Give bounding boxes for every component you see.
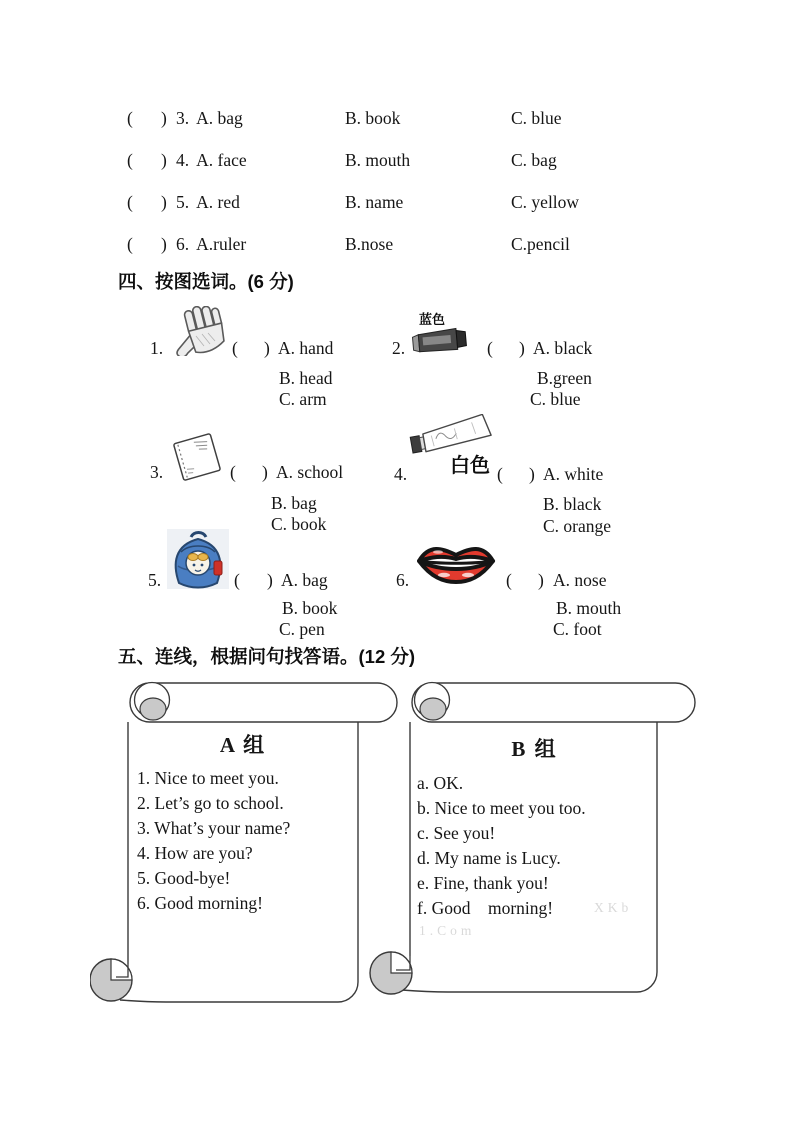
answer-blank-open: ( [487,338,493,358]
answer-blank-close: ) [519,338,525,358]
option-a: A. hand [278,338,334,358]
answer-blank-open: ( [230,462,236,482]
option-a: A. nose [553,570,607,590]
option-b: B.nose [345,234,394,254]
option-b: B. head [279,368,333,388]
answer-blank-open: ( [497,464,503,484]
option-b: B. mouth [345,150,411,170]
watermark-text: XKb [594,900,633,915]
option-c: C. bag [511,150,557,170]
option-b: B. bag [271,493,317,513]
option-c: C. yellow [511,192,580,212]
option-b: B. black [543,494,602,514]
hand-image [164,306,234,356]
item-number: 5. [148,570,162,590]
choice-row [0,150,793,172]
answer-blank-open: ( [127,234,133,254]
option-c: C.pencil [511,234,570,254]
answer-blank-close: ) [161,234,167,254]
answer-blank-open: ( [232,338,238,358]
answer-item: b. Nice to meet you too. [417,798,586,818]
option-b: B. book [282,598,338,618]
answer-blank-open: ( [127,150,133,170]
answer-blank-close: ) [529,464,535,484]
question-item: 5. Good-bye! [137,868,231,888]
item-number: 3. [150,462,164,482]
option-a: A. face [196,150,247,170]
option-b: B. mouth [556,598,622,618]
option-c: C. blue [530,389,581,409]
option-c: C. pen [279,619,325,639]
option-a: A.ruler [196,234,247,254]
question-item: 6. Good morning! [137,893,263,913]
section-heading-5: 五、连线，根据问句找答语。(12 分) [118,646,416,667]
answer-item: c. See you! [417,823,496,843]
choice-row [0,192,793,214]
option-a: A. bag [196,108,243,128]
answer-blank-open: ( [234,570,240,590]
option-c: C. book [271,514,327,534]
choice-row [0,234,793,256]
answer-blank-close: ) [264,338,270,358]
item-number: 1. [150,338,164,358]
option-c: C. orange [543,516,612,536]
item-number: 4. [394,464,408,484]
item-number: 2. [392,338,406,358]
group-a-list [137,766,290,916]
answer-blank-close: ) [161,150,167,170]
question-item: 1. Nice to meet you. [137,768,279,788]
image-caption-blue: 蓝色 [419,312,446,327]
question-item: 2. Let’s go to school. [137,793,284,813]
option-b: B.green [537,368,592,388]
answer-blank-open: ( [127,108,133,128]
answer-blank-open: ( [506,570,512,590]
answer-blank-open: ( [127,192,133,212]
option-a: A. school [276,462,344,482]
question-number: 6. A.ruler [176,234,247,254]
option-c: C. foot [553,619,602,639]
image-caption-white: 白色 [450,455,490,477]
option-a: A. bag [281,570,328,590]
lips-image [414,534,498,588]
option-a: A. black [533,338,593,358]
question-number: 3. A. bag [176,108,243,128]
option-a: A. white [543,464,604,484]
section-heading-4: 四、按图选词。(6 分) [118,271,294,292]
answer-blank-close: ) [538,570,544,590]
option-a: A. red [196,192,240,212]
toothpaste-dark-image [409,324,471,358]
item-number: 6. [396,570,410,590]
answer-item: a. OK. [417,773,464,793]
choice-row [0,108,793,130]
answer-blank-close: ) [267,570,273,590]
option-c: C. arm [279,389,327,409]
answer-blank-close: ) [161,108,167,128]
question-number: 5. A. red [176,192,240,212]
group-b-list [417,771,586,921]
question-number: 4. A. face [176,150,247,170]
question-item: 3. What’s your name? [137,818,291,838]
option-b: B. book [345,108,401,128]
question-item: 4. How are you? [137,843,253,863]
option-c: C. blue [511,108,562,128]
answer-blank-close: ) [161,192,167,212]
answer-item: f. Good morning! [417,898,554,918]
group-a-title: A 组 [219,733,267,757]
answer-item: e. Fine, thank you! [417,873,549,893]
backpack-image [166,528,230,590]
watermark-text: 1.Com [419,923,476,938]
answer-item: d. My name is Lucy. [417,848,561,868]
group-b-title: B 组 [511,737,558,761]
answer-blank-close: ) [262,462,268,482]
option-b: B. name [345,192,404,212]
notebook-image [168,430,228,484]
